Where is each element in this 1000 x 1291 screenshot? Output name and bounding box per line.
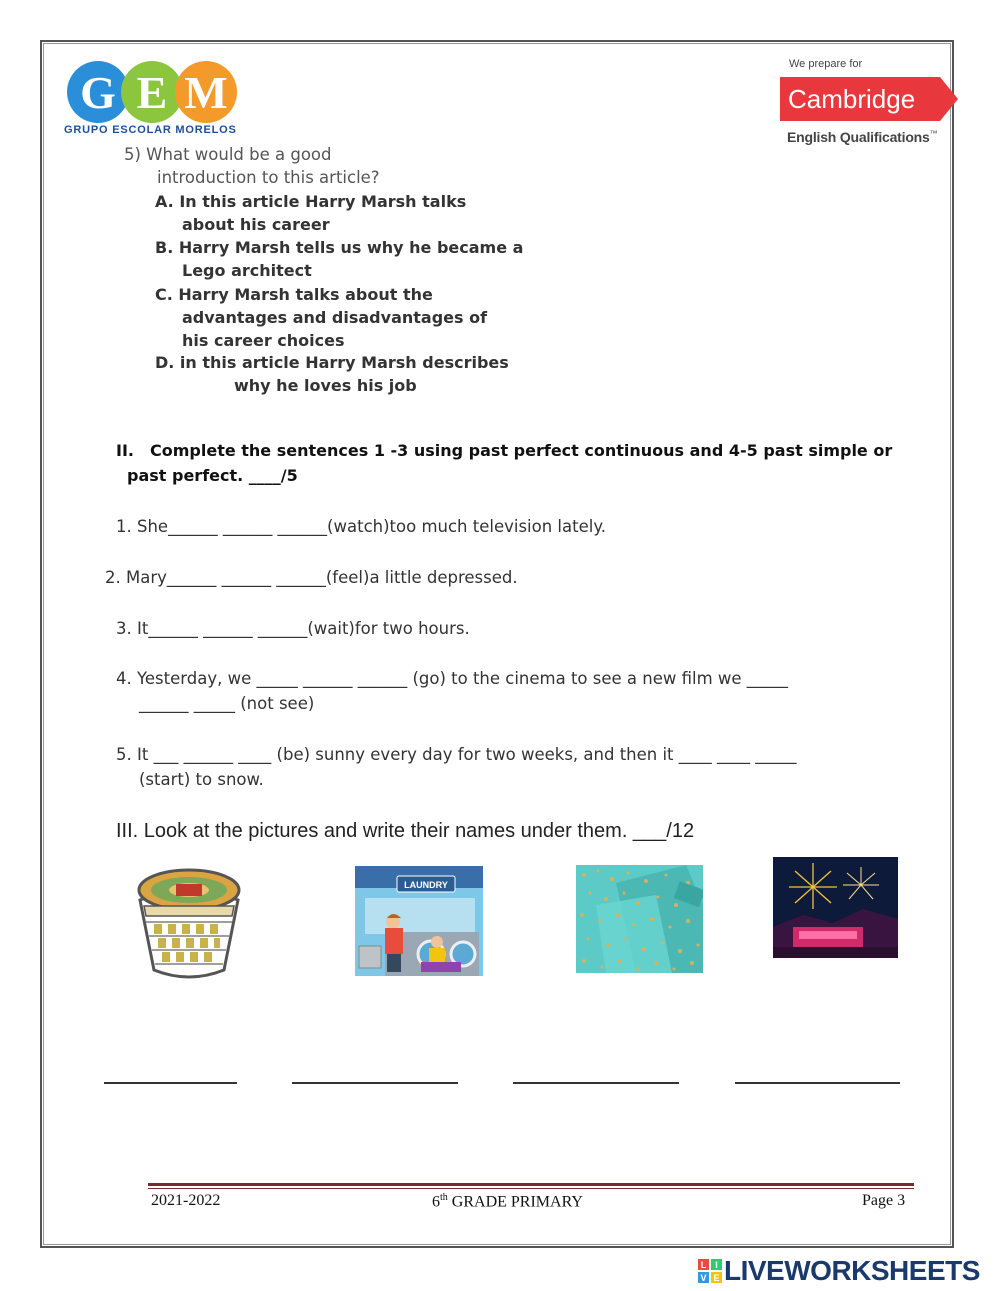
q5-option-a-line2: about his career [182,215,330,234]
q5-prompt-line2: introduction to this article? [157,168,380,187]
cambridge-name: Cambridge [788,84,916,114]
sentence-4-continued[interactable]: ______ _____ (not see) [139,694,315,713]
q5-prompt-line1: 5) What would be a good [124,145,332,164]
q5-option-b-line1[interactable]: B. Harry Marsh tells us why he became a [155,238,524,257]
liveworksheets-blocks-icon [698,1259,722,1283]
block-letter-v: V [700,1273,707,1283]
cambridge-prepare-text: We prepare for [789,58,863,70]
market-basket-picture [136,866,242,980]
sentence-3[interactable]: 3. It______ ______ ______(wait)for two hours. [116,619,470,638]
footer-grade-number: 6 [432,1193,440,1211]
q5-option-c-line1[interactable]: C. Harry Marsh talks about the [155,285,433,304]
sentence-5-continued[interactable]: (start) to snow. [139,770,264,789]
footer-grade-suffix: th [440,1192,448,1203]
q5-option-b-line2: Lego architect [182,261,312,280]
liveworksheets-watermark: LIVEWORKSHEETS [724,1255,980,1286]
section2-number: II. [116,441,134,460]
answer-blank-2[interactable] [292,1082,458,1084]
q5-option-a-line1[interactable]: A. In this article Harry Marsh talks [155,192,467,211]
sentence-1[interactable]: 1. She______ ______ ______(watch)too much television lately. [116,517,606,536]
block-letter-l: L [700,1260,707,1270]
cambridge-badge [780,77,958,121]
sentence-2[interactable]: 2. Mary______ ______ ______(feel)a little depressed. [105,568,518,587]
gem-subtitle: GRUPO ESCOLAR MORELOS [64,124,237,136]
gem-letter-g: G [80,67,116,118]
fireworks-picture [773,857,898,958]
footer-grade [432,1192,583,1211]
q5-option-d-line1[interactable]: D. in this article Harry Marsh describes [155,353,509,372]
answer-blank-1[interactable] [104,1082,237,1084]
cambridge-tm: ™ [929,129,938,138]
footer-grade-text: GRADE PRIMARY [447,1193,583,1211]
answer-blank-3[interactable] [513,1082,679,1084]
footer-rule-thick [148,1183,914,1186]
block-letter-e: E [713,1273,720,1283]
sentence-4[interactable]: 4. Yesterday, we _____ ______ ______ (go) to the cinema to see a new film we _____ [116,669,789,688]
section2-title-line1: Complete the sentences 1 -3 using past perfect continuous and 4-5 past simple or [150,441,893,460]
answer-blank-4[interactable] [735,1082,900,1084]
block-letter-i: I [715,1260,718,1270]
footer-rule-thin [148,1188,914,1189]
footer-page-number: Page 3 [862,1192,906,1209]
section2-title-line2: past perfect. ____/5 [127,466,298,485]
cambridge-qualifications [787,129,937,145]
section3-title: III. Look at the pictures and write their names under them. ___/12 [116,820,695,842]
laundry-picture [355,866,483,976]
q5-option-c-line2: advantages and disadvantages of [182,308,488,327]
gem-letter-m: M [184,67,228,118]
footer-year: 2021-2022 [151,1192,221,1209]
laundry-sign: LAUNDRY [404,880,448,890]
wrapping-paper-picture [576,865,703,973]
cambridge-qualifications-text: English Qualifications [787,129,930,145]
page-border-inner [43,43,951,1245]
q5-option-d-line2: why he loves his job [234,376,417,395]
q5-option-c-line3: his career choices [182,331,345,350]
sentence-5[interactable]: 5. It ___ ______ ____ (be) sunny every day for two weeks, and then it ____ ____ _____ [116,745,797,764]
gem-letter-e: E [136,67,168,118]
